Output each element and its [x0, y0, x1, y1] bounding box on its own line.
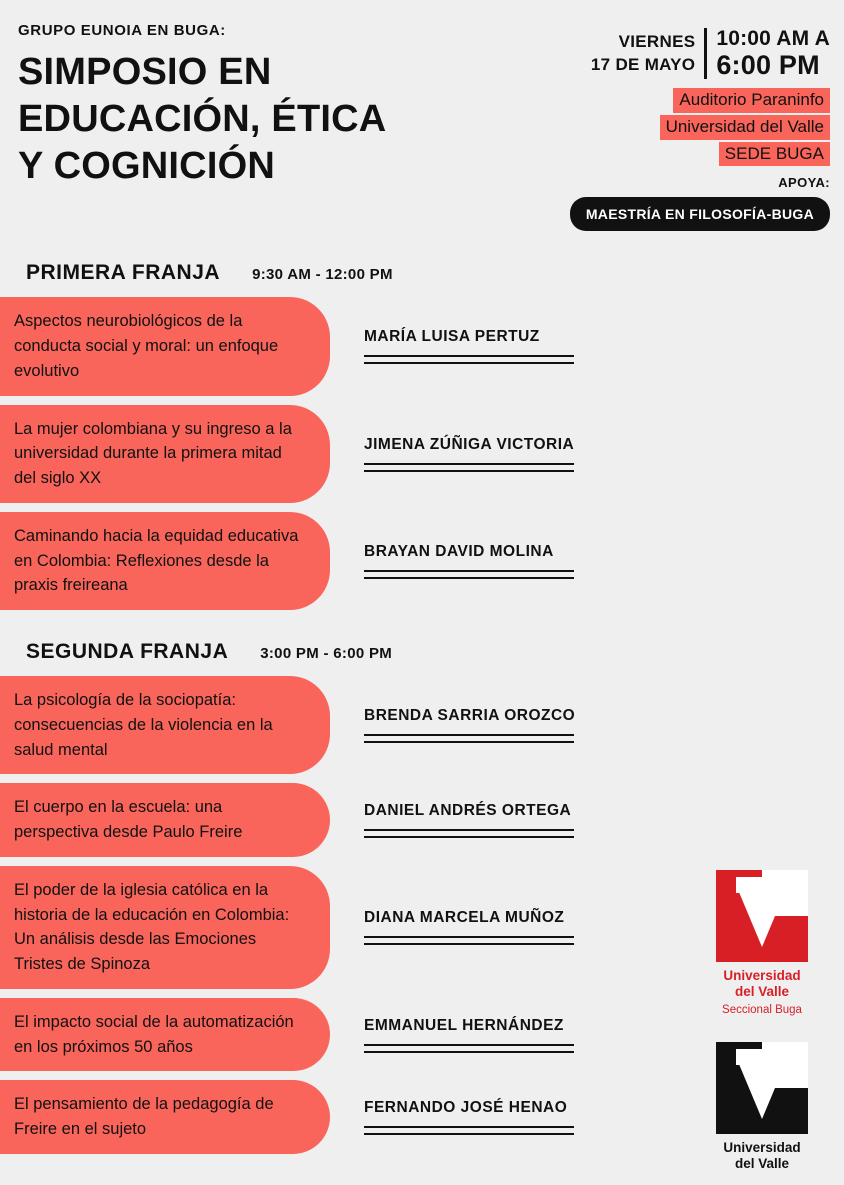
universidad-del-valle-logo-red	[712, 870, 812, 1016]
title-line-2: EDUCACIÓN, ÉTICA	[18, 98, 387, 141]
speaker-block	[364, 802, 844, 838]
venue-block	[513, 88, 830, 168]
talk-title: Aspectos neurobiológicos de la conducta social y moral: un enfoque evolutivo	[0, 297, 330, 395]
page-title	[18, 49, 513, 190]
section-time-range: 3:00 PM - 6:00 PM	[260, 645, 393, 663]
speaker-block	[364, 328, 844, 364]
logo-line-2: del Valle	[734, 984, 790, 1000]
venue-line-2: Universidad del Valle	[660, 115, 830, 140]
list-item	[0, 512, 844, 610]
list-item	[0, 297, 844, 395]
header-right	[513, 22, 830, 231]
logo-subtitle: Seccional Buga	[722, 1004, 802, 1017]
logo-line-1: Universidad	[723, 968, 801, 983]
speaker-name: FERNANDO JOSÉ HENAO	[364, 1099, 568, 1117]
speaker-name: EMMANUEL HERNÁNDEZ	[364, 1016, 564, 1034]
universidad-del-valle-logo-black	[712, 1042, 812, 1172]
speaker-underline	[364, 355, 574, 364]
speaker-underline	[364, 936, 574, 945]
talk-title: El poder de la iglesia católica en la historia de la educación en Colombia: Un análisis desde las Emociones Tristes de Spinoza	[0, 866, 330, 989]
speaker-name: DANIEL ANDRÉS ORTEGA	[364, 802, 572, 820]
uv-logo-icon	[716, 870, 808, 962]
speaker-name: BRENDA SARRIA OROZCO	[364, 707, 576, 725]
title-line-1: SIMPOSIO EN	[18, 51, 272, 93]
venue-line-1: Auditorio Paraninfo	[673, 88, 830, 113]
speaker-block	[364, 436, 844, 472]
speaker-block	[364, 543, 844, 579]
time-block	[704, 28, 830, 79]
speaker-underline	[364, 734, 574, 743]
status-badge: MAESTRÍA EN FILOSOFÍA-BUGA	[570, 197, 830, 231]
speaker-underline	[364, 463, 574, 472]
poster-header	[0, 0, 844, 231]
speaker-name: BRAYAN DAVID MOLINA	[364, 542, 554, 560]
section-heading-segunda	[26, 640, 844, 664]
venue-line-3: SEDE BUGA	[719, 142, 830, 167]
uv-logo-icon	[716, 1042, 808, 1134]
speaker-underline	[364, 1126, 574, 1135]
talk-title: La mujer colombiana y su ingreso a la universidad durante la primera mitad del siglo XX	[0, 405, 330, 503]
logo-line-2: del Valle	[734, 1156, 790, 1172]
speaker-name: JIMENA ZÚÑIGA VICTORIA	[364, 435, 575, 453]
speaker-underline	[364, 570, 574, 579]
supporter-label: APOYA:	[778, 175, 830, 191]
speaker-underline	[364, 829, 574, 838]
group-kicker: GRUPO EUNOIA EN BUGA:	[18, 22, 226, 39]
datetime-block	[513, 28, 830, 79]
event-day: VIERNES	[618, 31, 696, 51]
section-heading-primera	[26, 261, 844, 285]
talk-title: La psicología de la sociopatía: consecuencias de la violencia en la salud mental	[0, 676, 330, 774]
section-title: SEGUNDA FRANJA	[26, 640, 229, 664]
speaker-name: DIANA MARCELA MUÑOZ	[364, 909, 565, 927]
logo-text	[712, 1140, 812, 1172]
date-block	[591, 31, 704, 77]
talk-title: Caminando hacia la equidad educativa en Colombia: Reflexiones desde la praxis freireana	[0, 512, 330, 610]
section-title: PRIMERA FRANJA	[26, 261, 221, 285]
event-time-end: 6:00 PM	[716, 50, 820, 81]
logo-text	[712, 968, 812, 1000]
event-date: 17 DE MAYO	[590, 54, 696, 74]
list-item	[0, 676, 844, 774]
event-time-start: 10:00 AM A	[716, 27, 830, 50]
speaker-block	[364, 707, 844, 743]
list-item	[0, 405, 844, 503]
header-left	[18, 22, 513, 190]
talk-title: El impacto social de la automatización en los próximos 50 años	[0, 998, 330, 1072]
list-item	[0, 783, 844, 857]
title-line-3: Y COGNICIÓN	[18, 145, 275, 188]
section-time-range: 9:30 AM - 12:00 PM	[252, 266, 393, 284]
speaker-underline	[364, 1044, 574, 1053]
logo-line-1: Universidad	[723, 1140, 801, 1155]
talk-title: El pensamiento de la pedagogía de Freire en el sujeto	[0, 1080, 330, 1154]
speaker-name: MARÍA LUISA PERTUZ	[364, 328, 540, 346]
talk-list-primera	[0, 297, 844, 610]
talk-title: El cuerpo en la escuela: una perspectiva desde Paulo Freire	[0, 783, 330, 857]
